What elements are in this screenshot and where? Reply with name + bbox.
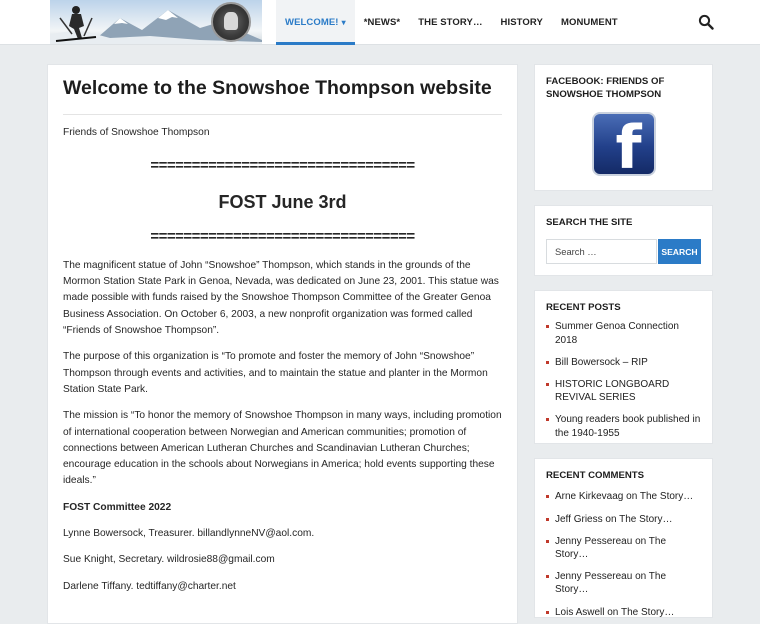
search-button[interactable]: SEARCH <box>658 239 701 264</box>
nav-item-the-story[interactable] <box>409 0 491 45</box>
text-divider: ================================ <box>150 228 415 244</box>
nav-item-history[interactable] <box>492 0 552 45</box>
committee-heading: FOST Committee 2022 <box>63 501 172 513</box>
site-header <box>0 0 760 45</box>
list-item <box>546 570 701 596</box>
facebook-widget <box>534 64 713 191</box>
comment-on-text: on <box>626 491 638 503</box>
comment-post-link[interactable]: The Story… <box>555 571 667 596</box>
post-link[interactable]: Young readers book published in the 1940-1955 <box>555 414 701 439</box>
nav-item-monument[interactable] <box>552 0 627 45</box>
search-form <box>546 239 701 264</box>
list-item <box>546 513 701 526</box>
search-icon[interactable] <box>698 14 714 30</box>
event-heading: FOST June 3rd <box>218 191 347 212</box>
widget-title: RECENT POSTS <box>546 302 621 313</box>
committee-member: Sue Knight, Secretary. wildrosie88@gmail.com <box>63 554 275 566</box>
comment-on-text: on <box>607 606 619 618</box>
search-input[interactable] <box>546 239 657 264</box>
recent-comments-list <box>546 490 701 618</box>
comment-post-link[interactable]: The Story… <box>555 535 667 560</box>
paragraph-purpose: The purpose of this organization is “To promote and foster the memory of John “Snowshoe” Thompson through events and activities, and to maintain the statue and planter in the Mormon Station State Park. <box>63 351 488 395</box>
recent-comments-widget <box>534 458 713 618</box>
seal-emblem <box>211 2 251 42</box>
comment-author-link[interactable]: Arne Kirkevaag <box>555 491 624 503</box>
list-item <box>546 356 701 369</box>
list-item <box>546 490 701 503</box>
committee-member: Lynne Bowersock, Treasurer. billandlynneNV@aol.com. <box>63 528 315 540</box>
nav-item-welcome[interactable] <box>276 0 355 45</box>
list-item <box>546 413 701 439</box>
comment-on-text: on <box>635 535 647 547</box>
comment-post-link[interactable]: The Story… <box>639 491 694 503</box>
text-divider: ================================ <box>150 157 415 173</box>
widget-title: FACEBOOK: FRIENDS OF SNOWSHOE THOMPSON <box>546 76 665 101</box>
skier-icon <box>54 4 98 44</box>
article-content <box>63 125 502 595</box>
post-link[interactable]: Bill Bowersock – RIP <box>555 356 648 368</box>
comment-author-link[interactable]: Jenny Pessereau <box>555 535 633 547</box>
comment-post-link[interactable]: The Story… <box>620 606 675 618</box>
recent-posts-widget <box>534 290 713 444</box>
list-item <box>546 535 701 561</box>
nav-item-news[interactable] <box>355 0 410 45</box>
paragraph-mission: The mission is “To honor the memory of Snowshoe Thompson in many ways, including promotion of international cooperation between Norwegian and American communities; promotion of connections between American Lutheran Churches and Scandinavian Lutheran Churches; encourage education in the schools about Norwegians in America; hold events supporting these ideals.” <box>63 410 502 487</box>
paragraph-statue: The magnificent statue of John “Snowshoe” Thompson, which stands in the grounds of the Mormon Station State Park in Genoa, Nevada, was dedicated on June 23, 2001. This statue was made possible with funds raised by the Snowshoe Thompson Committee of the Greater Genoa Business Association. On October 6, 2003, a new nonprofit organization was formed called “Friends of Snowshoe Thompson”. <box>63 259 499 336</box>
nav-item-label: *NEWS* <box>363 17 401 28</box>
site-banner-logo[interactable] <box>50 0 262 44</box>
comment-author-link[interactable]: Jenny Pessereau <box>555 571 633 583</box>
nav-item-label: WELCOME! <box>285 17 339 28</box>
comment-on-text: on <box>635 571 647 583</box>
comment-post-link[interactable]: The Story… <box>619 513 673 525</box>
post-link[interactable]: Summer Genoa Connection 2018 <box>555 321 679 346</box>
nav-item-label: MONUMENT <box>560 17 618 28</box>
article-subtitle: Friends of Snowshoe Thompson <box>63 127 210 139</box>
list-item <box>546 320 701 346</box>
widget-title: SEARCH THE SITE <box>546 217 633 228</box>
chevron-down-icon: ▾ <box>341 18 346 27</box>
search-widget <box>534 205 713 276</box>
comment-on-text: on <box>605 513 617 525</box>
post-link[interactable]: HISTORIC LONGBOARD REVIVAL SERIES <box>555 378 670 404</box>
widget-title: RECENT COMMENTS <box>546 470 645 481</box>
nav-item-label: THE STORY… <box>418 17 483 28</box>
comment-author-link[interactable]: Jeff Griess <box>555 513 603 525</box>
committee-member: Darlene Tiffany. tedtiffany@charter.net <box>63 580 236 592</box>
main-article <box>47 64 518 624</box>
list-item <box>546 606 701 619</box>
nav-item-label: HISTORY <box>500 17 543 28</box>
facebook-icon[interactable]: f <box>592 112 656 176</box>
comment-author-link[interactable]: Lois Aswell <box>555 606 605 618</box>
page-title: Welcome to the Snowshoe Thompson website <box>63 77 502 115</box>
main-nav <box>276 0 627 45</box>
facebook-link[interactable] <box>546 112 701 176</box>
recent-posts-list <box>546 320 701 439</box>
list-item <box>546 378 701 404</box>
